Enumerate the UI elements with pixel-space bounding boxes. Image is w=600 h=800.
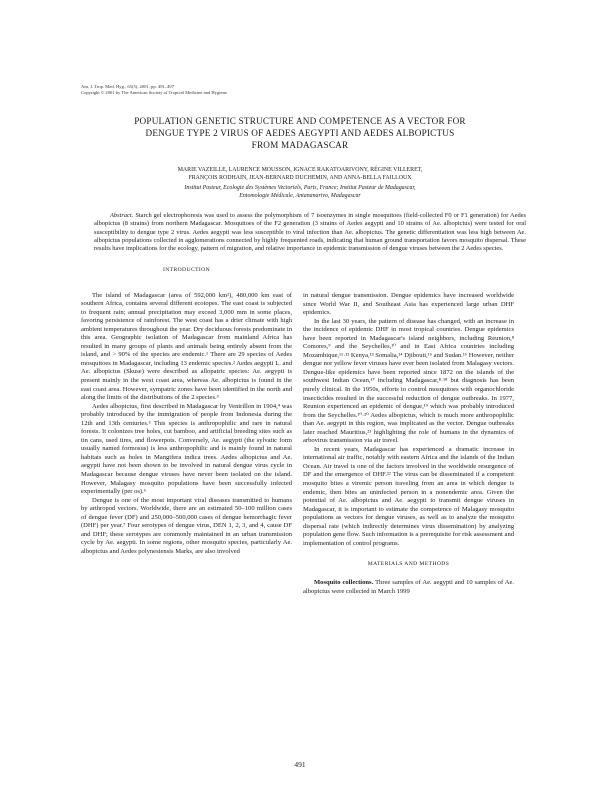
methods-subheading: Mosquito collections. bbox=[314, 578, 374, 586]
intro-paragraph-2: Aedes albopictus, first described in Madagascar by Ventrillon in 1904,⁴ was probably introduced by the immigration of people from Indonesia during the 12th and 13th centuries.⁵ This species is anthropophilic and rare in natural forests. It colonizes tree holes, cut bamboo, and artificial breeding sites such as tin cans, used tires, and flowerpots. Conversely, Ae. aegypti (the sylvatic form usually named formosus) is less anthropophilic and is mainly found in natural habitats such as holes in Mangifera indica trees. Aedes albopictus and Ae. aegypti have not been shown to be involved in natural dengue virus cycle in Madagascar because dengue viruses have never been isolated on the island. However, Malagasy mosquito populations have been successfully infected experimentally (per os).⁶ bbox=[81, 402, 292, 496]
article-title bbox=[60, 115, 540, 152]
intro-paragraph-3: Dengue is one of the most important viral diseases transmitted to humans by arthropod vectors. Worldwide, there are an estimated 50–100 million cases of dengue fever (DF) and 250,000–500,000 cases of dengue hemorrhagic fever (DHF) per year.⁷ Four serotypes of dengue virus, DEN 1, 2, 3, and 4, cause DF and DHF; these serotypes are commonly maintained in an urban transmission cycle by Ae. aegypti. In some regions, other mosquito species, particularly Ae. albopictus and Aedes polynesiensis Marks, are also involved bbox=[81, 496, 292, 555]
journal-header bbox=[81, 84, 227, 96]
intro-paragraph-5: In recent years, Madagascar has experienced a dramatic increase in international air traffic, notably with eastern Africa and the islands of the Indian Ocean. Air travel is one of the factors involved in the worldwide resurgence of DF and the emergence of DHF.²² The virus can be disseminated if a competent mosquito bites a viremic person traveling from an area in which dengue is endemic, then bites an uninfected person in a nonendemic area. Given the potential of Ae. albopictus and Ae. aegypti to transmit dengue viruses in Madagascar, it is important to estimate the competence of Malagasy mosquito populations as vectors for dengue viruses, as well as to analyze the mosquito dispersal rate (which indirectly determines virus dissemination) by analyzing population gene flow. Such information is a prerequisite for risk assessment and implementation of control programs. bbox=[303, 445, 514, 547]
left-column bbox=[81, 266, 292, 557]
title-line-3: FROM MADAGASCAR bbox=[251, 140, 349, 151]
abstract bbox=[94, 212, 526, 253]
affiliation bbox=[60, 184, 540, 200]
affiliation-line-2: Entomologie Médicale, Antananarivo, Madagascar bbox=[239, 193, 361, 200]
title-line-1: POPULATION GENETIC STRUCTURE AND COMPETENCE AS A VECTOR FOR bbox=[134, 116, 466, 126]
intro-paragraph-continued: in natural dengue transmission. Dengue epidemics have increased worldwide since World War II, and Southeast Asia has experienced large urban DHF epidemics. bbox=[303, 292, 514, 317]
affiliation-line-1: Institut Pasteur, Ecologie des Systèmes Vectoriels, Paris, France; Institut Pasteur de Madagascar, bbox=[184, 185, 416, 191]
intro-paragraph-4: In the last 30 years, the pattern of disease has changed, with an increase in the incidence of epidemic DHF in most tropical countries. Dengue epidemics have been reported in Madagascar's island neighbors, including Reunion,⁸ Comores,⁹ and the Seychelles,¹⁰ and in East Africa countries including Mozambique,¹¹·¹² Kenya,¹³ Somalia,¹⁴ Djibouti,¹⁵ and Sudan.¹⁶ However, neither dengue nor yellow fever viruses have ever been isolated from Malagasy vectors. Dengue-like epidemics have been reported since 1872 on the islands of the southwest Indian Ocean,¹⁷ including Madagascar,⁸·¹⁸ but diagnosis has been purely clinical. In the 1950s, efforts to control mosquitoes with organochloride insecticides resulted in the successful reduction of dengue outbreaks. In 1977, Reunion experienced an epidemic of dengue,¹⁹ which was probably introduced from the Seychelles.¹⁰·²⁰ Aedes albopictus, which is much more anthropophilic than Ae. aegypti in this region, was implicated as the vector. Dengue outbreaks later reached Mauritius,²¹ highlighting the role of humans in the dynamics of arbovirus transmission via air travel. bbox=[303, 317, 514, 445]
page-number: 491 bbox=[294, 760, 306, 769]
abstract-label: Abstract. bbox=[110, 212, 134, 219]
copyright-line: Copyright © 2001 by The American Society of Tropical Medicine and Hygiene bbox=[81, 90, 227, 96]
journal-citation: Am. J. Trop. Med. Hyg., 65(5), 2001, pp. 491–497 bbox=[81, 84, 175, 89]
authors-line-2: FRANÇOIS RODHAIN, JEAN-BERNARD DUCHEMIN, AND ANNA-BELLA FAILLOUX bbox=[188, 175, 412, 182]
authors-line-1: MARIE VAZEILLE, LAURENCE MOUSSON, IGNACE RAKATOARIVONY, RÉGINE VILLERET, bbox=[177, 167, 423, 173]
methods-paragraph bbox=[303, 579, 514, 596]
right-column bbox=[303, 292, 514, 596]
author-list bbox=[60, 166, 540, 182]
introduction-heading: INTRODUCTION bbox=[162, 267, 211, 273]
title-line-2: DENGUE TYPE 2 VIRUS OF AEDES AEGYPTI AND AEDES ALBOPICTUS bbox=[145, 128, 455, 139]
abstract-text: Starch gel electrophoresis was used to assess the polymorphism of 7 isoenzymes in single mosquitoes (field-collected F0 or F1 generation) for Aedes albopictus (8 strains) from northern Madagascar. Mosquitoes of the F2 generation (3 strains of Aedes aegypti and 10 strains of Ae. albopictus) were tested for oral susceptibility to dengue type 2 virus. Aedes aegypti was less susceptible to viral infection than Ae. albopictus. The genetic differentiation was less high between Ae. albopictus populations collected in agglomerations connected by highly frequented roads, indicating that human ground transportation favors mosquito dispersal. These results have implications for the ecology, pattern of migration, and relative importance in epidemic transmission of dengue viruses between the 2 Aedes species. bbox=[94, 212, 526, 253]
methods-heading: MATERIALS AND METHODS bbox=[367, 561, 450, 568]
intro-paragraph-1: The island of Madagascar (area of 592,000 km²), 480,000 km east of southern Africa, contains several different ecotopes. The east coast is subjected to frequent rain; annual precipitation may exceed 3,000 mm in some places, favoring persistence of rainforest. The west coast has a drier climate with high ambient temperatures throughout the year. Dry deciduous forests predominate in this area. Geographic isolation of Madagascar from mainland Africa has resulted in many groups of plants and animals being entirely absent from the island, and > 90% of the species are endemic.¹ There are 29 species of Aedes mosquitoes in Madagascar, including 13 endemic species.² Aedes aegypti L. and Ae. albopictus (Skuse) were described as allopatric species: Ae. aegypti is present mainly in the west coast area, whereas Ae. albopictus is found in the east coast area. However, sympatric zones have been identified in the north and along the limits of the distributions of the 2 species.³ bbox=[81, 291, 292, 402]
methods-text: Three samples of Ae. aegypti and 10 samples of Ae. albopictus were collected in March 1999 bbox=[303, 578, 514, 595]
